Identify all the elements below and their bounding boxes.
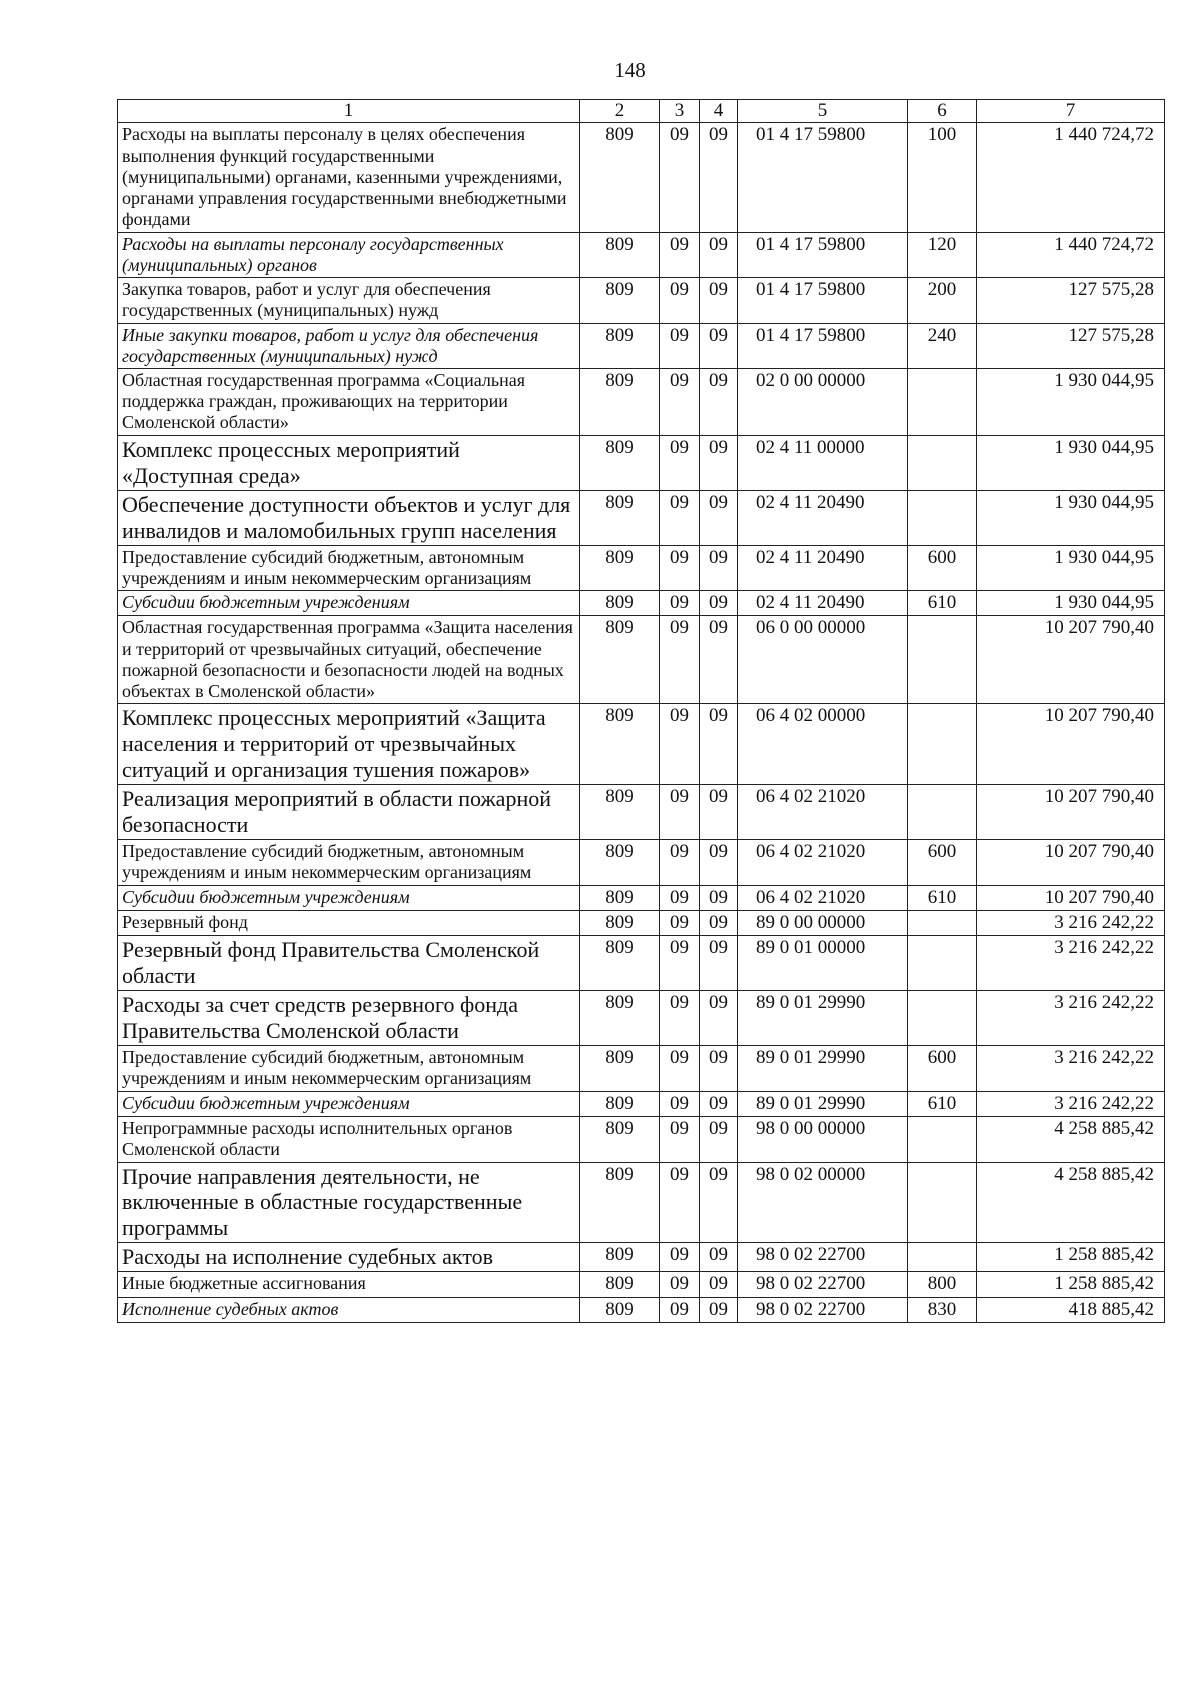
row-section: 09 <box>660 910 700 935</box>
row-name: Исполнение судебных актов <box>118 1297 580 1322</box>
row-target-article: 01 4 17 59800 <box>738 123 908 232</box>
row-ministry-code: 809 <box>580 785 660 840</box>
row-name: Расходы на выплаты персоналу государственных (муниципальных) органов <box>118 232 580 277</box>
row-expense-type: 610 <box>908 1091 977 1116</box>
row-target-article: 98 0 02 22700 <box>738 1297 908 1322</box>
row-subsection: 09 <box>700 991 738 1046</box>
row-amount: 10 207 790,40 <box>977 885 1165 910</box>
row-subsection: 09 <box>700 232 738 277</box>
row-subsection: 09 <box>700 278 738 323</box>
row-expense-type <box>908 616 977 704</box>
row-target-article: 02 4 11 20490 <box>738 545 908 590</box>
row-target-article: 02 4 11 20490 <box>738 490 908 545</box>
row-amount: 127 575,28 <box>977 278 1165 323</box>
row-ministry-code: 809 <box>580 936 660 991</box>
row-amount: 1 258 885,42 <box>977 1243 1165 1272</box>
row-name: Расходы за счет средств резервного фонда Правительства Смоленской области <box>118 991 580 1046</box>
row-ministry-code: 809 <box>580 490 660 545</box>
row-section: 09 <box>660 123 700 232</box>
table-row <box>118 840 1165 885</box>
row-subsection: 09 <box>700 490 738 545</box>
row-amount: 4 258 885,42 <box>977 1117 1165 1162</box>
column-header: 4 <box>700 100 738 123</box>
row-expense-type <box>908 991 977 1046</box>
row-ministry-code: 809 <box>580 232 660 277</box>
table-row <box>118 435 1165 490</box>
table-row <box>118 123 1165 232</box>
row-section: 09 <box>660 936 700 991</box>
row-name: Непрограммные расходы исполнительных органов Смоленской области <box>118 1117 580 1162</box>
row-ministry-code: 809 <box>580 1297 660 1322</box>
row-section: 09 <box>660 1297 700 1322</box>
row-target-article: 89 0 01 29990 <box>738 1046 908 1091</box>
row-target-article: 06 4 02 21020 <box>738 885 908 910</box>
row-target-article: 02 4 11 00000 <box>738 435 908 490</box>
row-name: Иные закупки товаров, работ и услуг для обеспечения государственных (муниципальных) нужд <box>118 323 580 368</box>
row-subsection: 09 <box>700 616 738 704</box>
row-target-article: 06 4 02 21020 <box>738 785 908 840</box>
row-subsection: 09 <box>700 323 738 368</box>
row-ministry-code: 809 <box>580 368 660 435</box>
row-ministry-code: 809 <box>580 616 660 704</box>
table-row <box>118 232 1165 277</box>
row-expense-type <box>908 1243 977 1272</box>
table-row <box>118 704 1165 785</box>
table-row <box>118 616 1165 704</box>
row-ministry-code: 809 <box>580 1162 660 1243</box>
row-name: Расходы на выплаты персоналу в целях обеспечения выполнения функций государственными (муниципальными) органами, казенными учреждениями, органами управления государственными внебюджетными фондами <box>118 123 580 232</box>
row-amount: 4 258 885,42 <box>977 1162 1165 1243</box>
table-row <box>118 1046 1165 1091</box>
row-amount: 3 216 242,22 <box>977 910 1165 935</box>
row-ministry-code: 809 <box>580 323 660 368</box>
row-target-article: 06 4 02 21020 <box>738 840 908 885</box>
row-expense-type: 100 <box>908 123 977 232</box>
row-expense-type: 610 <box>908 590 977 615</box>
row-ministry-code: 809 <box>580 1272 660 1297</box>
row-name: Комплекс процессных мероприятий «Защита населения и территорий от чрезвычайных ситуаций и организация тушения пожаров» <box>118 704 580 785</box>
row-amount: 1 930 044,95 <box>977 368 1165 435</box>
row-target-article: 01 4 17 59800 <box>738 323 908 368</box>
row-subsection: 09 <box>700 1297 738 1322</box>
row-target-article: 98 0 02 00000 <box>738 1162 908 1243</box>
row-expense-type: 600 <box>908 1046 977 1091</box>
row-target-article: 02 4 11 20490 <box>738 590 908 615</box>
row-amount: 3 216 242,22 <box>977 991 1165 1046</box>
row-amount: 1 440 724,72 <box>977 123 1165 232</box>
row-expense-type <box>908 1117 977 1162</box>
row-ministry-code: 809 <box>580 435 660 490</box>
row-section: 09 <box>660 840 700 885</box>
table-row <box>118 323 1165 368</box>
row-section: 09 <box>660 1243 700 1272</box>
row-section: 09 <box>660 991 700 1046</box>
column-header: 3 <box>660 100 700 123</box>
table-row <box>118 910 1165 935</box>
table-row <box>118 278 1165 323</box>
table-row <box>118 991 1165 1046</box>
row-section: 09 <box>660 490 700 545</box>
column-header: 2 <box>580 100 660 123</box>
table-row <box>118 490 1165 545</box>
row-name: Резервный фонд <box>118 910 580 935</box>
row-name: Предоставление субсидий бюджетным, автономным учреждениям и иным некоммерческим организациям <box>118 545 580 590</box>
table-row <box>118 1243 1165 1272</box>
table-row <box>118 368 1165 435</box>
row-name: Областная государственная программа «Социальная поддержка граждан, проживающих на территории Смоленской области» <box>118 368 580 435</box>
row-subsection: 09 <box>700 1272 738 1297</box>
row-amount: 1 930 044,95 <box>977 545 1165 590</box>
row-expense-type: 120 <box>908 232 977 277</box>
table-row <box>118 1117 1165 1162</box>
row-amount: 10 207 790,40 <box>977 840 1165 885</box>
column-header: 1 <box>118 100 580 123</box>
row-section: 09 <box>660 435 700 490</box>
table-row <box>118 1091 1165 1116</box>
row-section: 09 <box>660 1046 700 1091</box>
row-expense-type <box>908 704 977 785</box>
row-expense-type <box>908 490 977 545</box>
row-target-article: 89 0 01 29990 <box>738 1091 908 1116</box>
row-target-article: 89 0 01 00000 <box>738 936 908 991</box>
row-expense-type: 600 <box>908 840 977 885</box>
row-name: Обеспечение доступности объектов и услуг для инвалидов и маломобильных групп населения <box>118 490 580 545</box>
row-subsection: 09 <box>700 1162 738 1243</box>
row-amount: 10 207 790,40 <box>977 785 1165 840</box>
row-subsection: 09 <box>700 936 738 991</box>
row-name: Предоставление субсидий бюджетным, автономным учреждениям и иным некоммерческим организациям <box>118 1046 580 1091</box>
row-subsection: 09 <box>700 545 738 590</box>
row-amount: 3 216 242,22 <box>977 936 1165 991</box>
row-ministry-code: 809 <box>580 1046 660 1091</box>
row-name: Закупка товаров, работ и услуг для обеспечения государственных (муниципальных) нужд <box>118 278 580 323</box>
row-expense-type <box>908 368 977 435</box>
table-row <box>118 545 1165 590</box>
row-amount: 1 930 044,95 <box>977 490 1165 545</box>
table-row <box>118 1297 1165 1322</box>
row-section: 09 <box>660 1091 700 1116</box>
row-section: 09 <box>660 885 700 910</box>
row-ministry-code: 809 <box>580 545 660 590</box>
row-amount: 1 930 044,95 <box>977 590 1165 615</box>
row-ministry-code: 809 <box>580 1117 660 1162</box>
row-expense-type: 800 <box>908 1272 977 1297</box>
column-header: 6 <box>908 100 977 123</box>
header-row <box>118 100 1165 123</box>
row-ministry-code: 809 <box>580 910 660 935</box>
row-target-article: 06 4 02 00000 <box>738 704 908 785</box>
row-subsection: 09 <box>700 590 738 615</box>
row-name: Областная государственная программа «Защита населения и территорий от чрезвычайных ситуаций, обеспечение пожарной безопасности и безопасности людей на водных объектах в Смоленской области» <box>118 616 580 704</box>
row-expense-type <box>908 785 977 840</box>
row-amount: 10 207 790,40 <box>977 616 1165 704</box>
row-subsection: 09 <box>700 1117 738 1162</box>
row-amount: 3 216 242,22 <box>977 1046 1165 1091</box>
row-ministry-code: 809 <box>580 991 660 1046</box>
column-header: 7 <box>977 100 1165 123</box>
row-expense-type: 240 <box>908 323 977 368</box>
row-name: Субсидии бюджетным учреждениям <box>118 590 580 615</box>
table-row <box>118 1272 1165 1297</box>
row-section: 09 <box>660 545 700 590</box>
row-amount: 127 575,28 <box>977 323 1165 368</box>
row-target-article: 89 0 01 29990 <box>738 991 908 1046</box>
row-name: Субсидии бюджетным учреждениям <box>118 885 580 910</box>
row-expense-type: 610 <box>908 885 977 910</box>
row-section: 09 <box>660 1117 700 1162</box>
row-expense-type <box>908 435 977 490</box>
table-row <box>118 885 1165 910</box>
row-name: Субсидии бюджетным учреждениям <box>118 1091 580 1116</box>
row-subsection: 09 <box>700 368 738 435</box>
row-target-article: 98 0 00 00000 <box>738 1117 908 1162</box>
table-row <box>118 936 1165 991</box>
row-section: 09 <box>660 1272 700 1297</box>
table-row <box>118 590 1165 615</box>
row-subsection: 09 <box>700 704 738 785</box>
row-amount: 1 930 044,95 <box>977 435 1165 490</box>
row-target-article: 98 0 02 22700 <box>738 1243 908 1272</box>
row-expense-type: 600 <box>908 545 977 590</box>
row-ministry-code: 809 <box>580 1091 660 1116</box>
row-name: Комплекс процессных мероприятий «Доступная среда» <box>118 435 580 490</box>
row-ministry-code: 809 <box>580 885 660 910</box>
row-target-article: 01 4 17 59800 <box>738 232 908 277</box>
row-section: 09 <box>660 785 700 840</box>
row-expense-type <box>908 910 977 935</box>
row-amount: 418 885,42 <box>977 1297 1165 1322</box>
row-subsection: 09 <box>700 1046 738 1091</box>
row-subsection: 09 <box>700 785 738 840</box>
row-ministry-code: 809 <box>580 278 660 323</box>
row-expense-type <box>908 1162 977 1243</box>
row-section: 09 <box>660 704 700 785</box>
row-target-article: 06 0 00 00000 <box>738 616 908 704</box>
budget-table <box>117 99 1165 1323</box>
row-ministry-code: 809 <box>580 1243 660 1272</box>
row-section: 09 <box>660 368 700 435</box>
row-subsection: 09 <box>700 840 738 885</box>
row-target-article: 02 0 00 00000 <box>738 368 908 435</box>
row-subsection: 09 <box>700 123 738 232</box>
row-subsection: 09 <box>700 885 738 910</box>
row-expense-type: 200 <box>908 278 977 323</box>
row-section: 09 <box>660 232 700 277</box>
row-ministry-code: 809 <box>580 704 660 785</box>
row-expense-type: 830 <box>908 1297 977 1322</box>
row-name: Резервный фонд Правительства Смоленской области <box>118 936 580 991</box>
row-section: 09 <box>660 278 700 323</box>
row-subsection: 09 <box>700 1243 738 1272</box>
row-target-article: 01 4 17 59800 <box>738 278 908 323</box>
row-name: Прочие направления деятельности, не включенные в областные государственные программы <box>118 1162 580 1243</box>
row-target-article: 89 0 00 00000 <box>738 910 908 935</box>
row-expense-type <box>908 936 977 991</box>
column-header: 5 <box>738 100 908 123</box>
row-section: 09 <box>660 590 700 615</box>
row-amount: 1 440 724,72 <box>977 232 1165 277</box>
row-subsection: 09 <box>700 1091 738 1116</box>
page-number: 148 <box>614 58 646 82</box>
row-amount: 1 258 885,42 <box>977 1272 1165 1297</box>
row-name: Предоставление субсидий бюджетным, автономным учреждениям и иным некоммерческим организациям <box>118 840 580 885</box>
row-amount: 10 207 790,40 <box>977 704 1165 785</box>
row-ministry-code: 809 <box>580 590 660 615</box>
row-name: Реализация мероприятий в области пожарной безопасности <box>118 785 580 840</box>
row-subsection: 09 <box>700 435 738 490</box>
row-amount: 3 216 242,22 <box>977 1091 1165 1116</box>
row-section: 09 <box>660 616 700 704</box>
row-ministry-code: 809 <box>580 840 660 885</box>
row-section: 09 <box>660 323 700 368</box>
table-row <box>118 785 1165 840</box>
row-name: Иные бюджетные ассигнования <box>118 1272 580 1297</box>
row-section: 09 <box>660 1162 700 1243</box>
row-subsection: 09 <box>700 910 738 935</box>
row-target-article: 98 0 02 22700 <box>738 1272 908 1297</box>
row-ministry-code: 809 <box>580 123 660 232</box>
table-row <box>118 1162 1165 1243</box>
row-name: Расходы на исполнение судебных актов <box>118 1243 580 1272</box>
